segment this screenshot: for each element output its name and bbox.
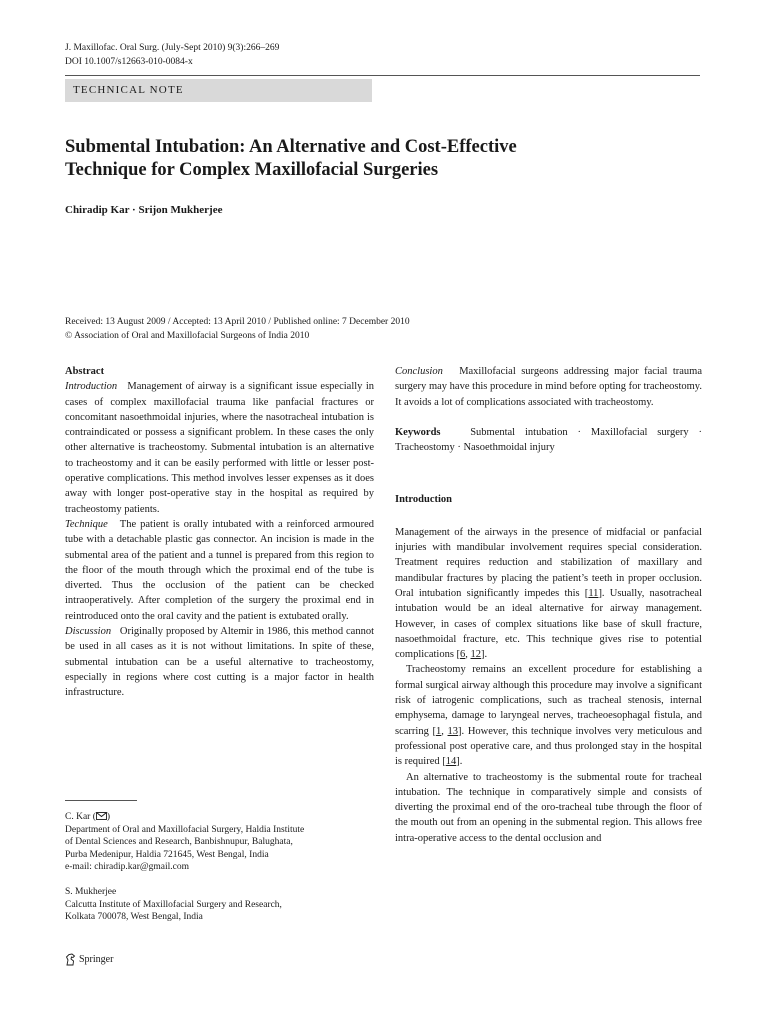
- section-label: TECHNICAL NOTE: [65, 79, 372, 102]
- citation-link[interactable]: 11: [588, 587, 599, 599]
- journal-citation: [65, 41, 279, 69]
- intro-p1-text-a: Management of the airways in the presence of midfacial or panfacial injuries with mandibular involvement requires special consideration. Treatment requires reduction and stabilization of maxillary and mandibular fractures by placing the patient’s teeth in proper occlusion. Oral intubation significantly impedes this [: [395, 526, 702, 599]
- conclusion-label: Conclusion: [395, 366, 443, 377]
- introduction-heading: Introduction: [395, 494, 452, 506]
- author-list: Chiradip Kar · Srijon Mukherjee: [65, 204, 223, 216]
- technique-label: Technique: [65, 518, 108, 530]
- intro-p2-text-d: ].: [456, 756, 463, 768]
- keywords: [395, 425, 702, 456]
- intro-paragraph-2: [395, 662, 702, 769]
- copyright-line: © Association of Oral and Maxillofacial Surgeons of India 2010: [65, 331, 310, 341]
- dates-line: Received: 13 August 2009 / Accepted: 13 April 2010 / Published online: 7 December 2010: [65, 317, 410, 327]
- title-line-2: Technique for Complex Maxillofacial Surgeries: [65, 160, 439, 180]
- author2-line2: Kolkata 700078, West Bengal, India: [65, 912, 203, 922]
- intro-p2-text-a: Tracheostomy remains an excellent procedure for establishing a formal surgical airway although this procedure may involve a significant risk of iatrogenic complications, such as tracheal stenosis, internal emphysema, damage to laryngeal nerves, tracheoesophagal fistula, and scarring [: [395, 664, 702, 737]
- author1-email[interactable]: e-mail: chiradip.kar@gmail.com: [65, 862, 190, 872]
- author2-line1: Calcutta Institute of Maxillofacial Surgery and Research,: [65, 899, 282, 910]
- doi: DOI 10.1007/s12663-010-0084-x: [65, 57, 193, 67]
- intro-p2-text-b: ,: [441, 725, 448, 737]
- abstract-technique: [65, 517, 374, 624]
- intro-paragraph-3: An alternative to tracheostomy is the submental route for tracheal intubation. The technique in comparatively simple and consists of diverting the proximal end of the oro-tracheal tube through the floor of the mouth out from an opening in the submental region. This allows free intra-operative access to the dental occlusion and: [395, 771, 702, 844]
- intro-p1-text-d: ].: [481, 649, 488, 661]
- keywords-text: Submental intubation · Maxillofacial surgery · Tracheostomy · Nasoethmoidal injury: [395, 426, 702, 454]
- title-line-1: Submental Intubation: An Alternative and Cost-Effective: [65, 137, 517, 157]
- intro-label: Introduction: [65, 381, 118, 393]
- author1-name-end: ): [106, 812, 111, 822]
- abstract-introduction: [65, 379, 374, 517]
- author1-affiliation: [65, 811, 304, 874]
- author1-name: C. Kar (: [65, 812, 96, 822]
- publisher-name: Springer: [79, 954, 114, 965]
- technique-text: The patient is orally intubated with a reinforced armoured tube with a detachable plastic gas connector. An incision is made in the submental area of the patient and a tunnel is prepared from this region to the floor of the mouth through which the proximal end of the tube is diverted. Thus the occlusion of the patient can be checked intraoperatively. After completion of the surgery the proximal end in reintroduced onto the oral cavity and the patient is extubated orally.: [65, 518, 374, 622]
- author1-line1: Department of Oral and Maxillofacial Surgery, Haldia Institute: [65, 824, 305, 835]
- author1-line3: Purba Medenipur, Haldia 721645, West Bengal, India: [65, 849, 269, 860]
- paper-title: [65, 136, 705, 182]
- intro-p1-text-b: ]. Usually, nasotracheal intubation would be an ideal alternative for airway management. However, in cases of complex situations like base of skull fracture, nasoethmoidal fracture, etc. This technique gives rise to potential complications [: [395, 587, 703, 661]
- intro-text: Management of airway is a significant issue especially in cases of complex maxillofacial trauma like panfacial fractures or concomitant nasoethmoidal injuries, where the nasotracheal intubation is contraindicated or possess a significant problem. In these cases the only other alternative is tracheostomy. Submental intubation is an alternative to tracheostomy and it can be easily performed with little or lesser post-operative complications. This method involves lesser expenses as it does away with longer post-operative stay in the hospital as required by tracheostomy patients.: [65, 381, 374, 515]
- springer-horse-icon: [65, 953, 76, 966]
- abstract-conclusion: [395, 364, 702, 410]
- abstract-heading: Abstract: [65, 366, 105, 377]
- discussion-label: Discussion: [65, 626, 112, 638]
- publisher-footer: [65, 953, 113, 966]
- intro-p2-text-c: ]. However, this technique involves very meticulous and professional post operative care, and thus prolonged stay in the hospital is required [: [395, 725, 702, 768]
- conclusion-text: Maxillofacial surgeons addressing major facial trauma surgery may have this procedure in mind before opting for tracheostomy. It avoids a lot of complications associated with tracheostomy.: [395, 366, 702, 408]
- citation-link[interactable]: 13: [447, 725, 459, 737]
- keywords-label: Keywords: [395, 426, 441, 438]
- envelope-icon[interactable]: [96, 812, 107, 822]
- author2-affiliation: [65, 886, 282, 924]
- citation-link[interactable]: 12: [470, 649, 482, 661]
- author2-name: S. Mukherjee: [65, 887, 117, 897]
- abstract-discussion: [65, 624, 374, 700]
- publication-history: [65, 315, 410, 343]
- intro-paragraph-1: [395, 525, 702, 663]
- discussion-text: Originally proposed by Altemir in 1986, this method cannot be used in all cases as it is not without limitations. In spite of these, submental intubation can be a useful alternative to tracheostomy, especially in regions where cost cutting is a major factor in health infrastructure.: [65, 626, 374, 699]
- citation-link[interactable]: 14: [445, 756, 457, 768]
- author1-line2: of Dental Sciences and Research, Banbishnupur, Balughata,: [65, 837, 293, 847]
- right-column: [395, 364, 702, 846]
- journal-line: J. Maxillofac. Oral Surg. (July-Sept 2010) 9(3):266–269: [65, 43, 280, 53]
- left-column: [65, 364, 374, 701]
- citation-link[interactable]: 6: [460, 649, 466, 661]
- header-rule: [65, 75, 700, 76]
- footnote-rule: [65, 800, 137, 801]
- citation-link[interactable]: 1: [435, 725, 442, 737]
- intro-p1-text-c: ,: [465, 649, 471, 661]
